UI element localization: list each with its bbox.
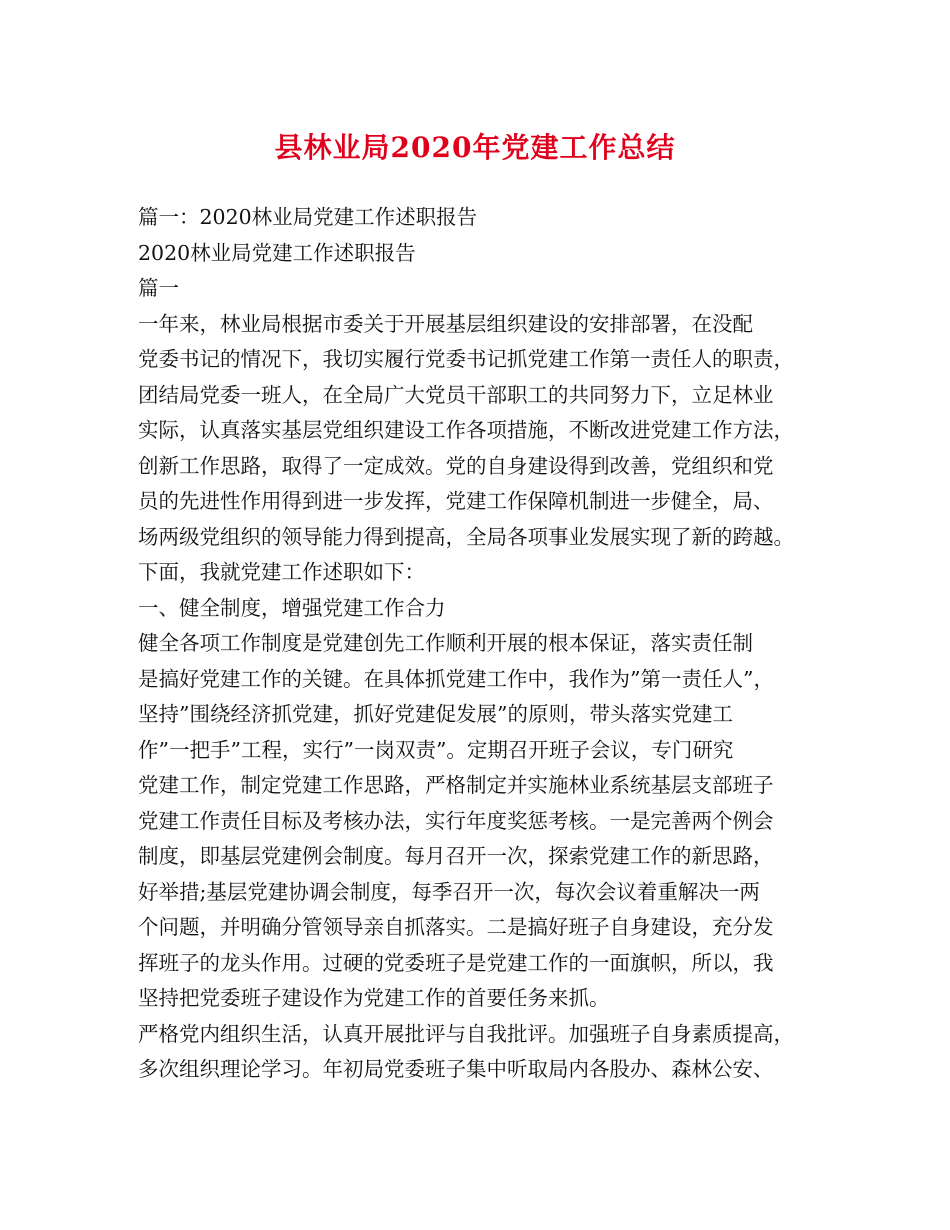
paragraph-line: 篇一：2020林业局党建工作述职报告	[138, 205, 478, 229]
paragraph-line: 坚持”围绕经济抓党建，抓好党建促发展”的原则，带头落实党建工	[138, 702, 733, 726]
paragraph-line: 党建工作，制定党建工作思路，严格制定并实施林业系统基层支部班子	[138, 773, 774, 797]
page-title: 县林业局2020年党建工作总结	[274, 131, 676, 164]
paragraph-line: 下面，我就党建工作述职如下：	[138, 560, 425, 584]
paragraph-line: 坚持把党委班子建设作为党建工作的首要任务来抓。	[138, 986, 610, 1010]
paragraph-line: 实际，认真落实基层党组织建设工作各项措施，不断改进党建工作方法，	[138, 418, 794, 442]
paragraph-line: 党建工作责任目标及考核办法，实行年度奖惩考核。一是完善两个例会	[138, 808, 774, 833]
paragraph-line: 个问题，并明确分管领导亲自抓落实。二是搞好班子自身建设，充分发	[138, 915, 774, 939]
paragraph-line: 创新工作思路，取得了一定成效。党的自身建设得到改善，党组织和党	[138, 453, 774, 478]
paragraph-line: 好举措;基层党建协调会制度，每季召开一次，每次会议着重解决一两	[138, 879, 760, 904]
paragraph-line: 严格党内组织生活，认真开展批评与自我批评。加强班子自身素质提高，	[138, 1021, 794, 1046]
paragraph-line: 一年来，林业局根据市委关于开展基层组织建设的安排部署，在没配	[138, 311, 753, 336]
paragraph-line: 作”一把手”工程，实行”一岗双责”。定期召开班子会议，专门研究	[138, 737, 734, 762]
paragraph-line: 场两级党组织的领导能力得到提高，全局各项事业发展实现了新的跨越。	[138, 524, 794, 549]
paragraph-line: 篇一	[138, 276, 179, 300]
paragraph-line: 制度，即基层党建例会制度。每月召开一次，探索党建工作的新思路，	[138, 844, 774, 868]
document-body	[138, 200, 828, 1088]
paragraph-line: 是搞好党建工作的关键。在具体抓党建工作中，我作为”第一责任人”，	[138, 666, 774, 691]
paragraph-line: 党委书记的情况下，我切实履行党委书记抓党建工作第一责任人的职责，	[138, 347, 794, 371]
paragraph-line: 挥班子的龙头作用。过硬的党委班子是党建工作的一面旗帜，所以，我	[138, 950, 774, 975]
section-heading: 一、健全制度，增强党建工作合力	[138, 595, 446, 620]
paragraph-line: 多次组织理论学习。年初局党委班子集中听取局内各股办、森林公安、	[138, 1057, 774, 1081]
paragraph-line: 2020林业局党建工作述职报告	[138, 240, 416, 265]
paragraph-line: 员的先进性作用得到进一步发挥，党建工作保障机制进一步健全，局、	[138, 489, 774, 513]
paragraph-line: 团结局党委一班人，在全局广大党员干部职工的共同努力下，立足林业	[138, 382, 774, 407]
paragraph-line: 健全各项工作制度是党建创先工作顺利开展的根本保证，落实责任制	[138, 631, 753, 655]
